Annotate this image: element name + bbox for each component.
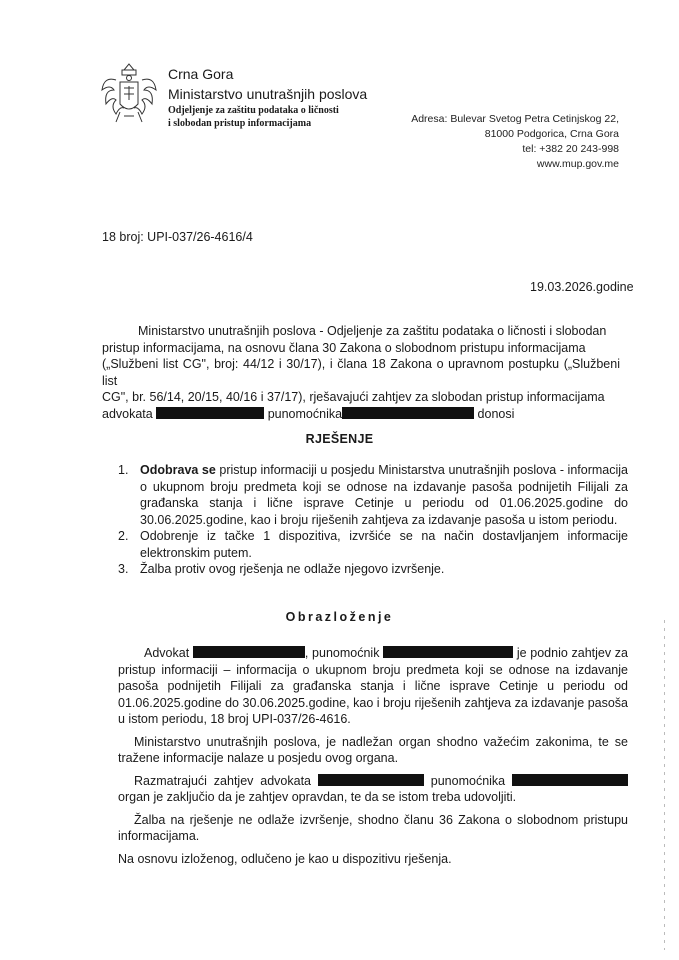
reference-number: 18 broj: UPI-037/26-4616/4 bbox=[102, 230, 253, 244]
redaction-bar bbox=[193, 646, 305, 658]
intro-line: CG", br. 56/14, 20/15, 40/16 i 37/17), rješavajući zahtjev za slobodan pristup informacijama bbox=[102, 390, 605, 404]
p1-advokat: Advokat bbox=[144, 646, 190, 660]
dispositive-item bbox=[118, 528, 628, 561]
p1-punomocnik: , punomoćnik bbox=[304, 646, 380, 660]
item-text: Žalba protiv ovog rješenja ne odlaže njegovo izvršenje. bbox=[140, 562, 445, 576]
p3-advokata: Razmatrajući zahtjev advokata bbox=[134, 773, 312, 788]
dispositive-item bbox=[118, 561, 628, 578]
address-street: Adresa: Bulevar Svetog Petra Cetinjskog 22, bbox=[411, 113, 619, 125]
redaction-bar bbox=[512, 774, 628, 786]
item-number: 3. bbox=[118, 562, 129, 576]
department-line-2: i slobodan pristup informacijama bbox=[168, 118, 312, 129]
item-number: 1. bbox=[118, 463, 129, 477]
address-block bbox=[411, 112, 619, 172]
coat-of-arms-icon bbox=[98, 60, 160, 128]
address-phone: tel: +382 20 243-998 bbox=[522, 143, 619, 155]
dispositive-list bbox=[118, 462, 628, 578]
item-bold: Odobrava se bbox=[140, 463, 216, 477]
address-city: 81000 Podgorica, Crna Gora bbox=[484, 128, 619, 140]
explanation-paragraph: Na osnovu izloženog, odlučeno je kao u dispozitivu rješenja. bbox=[118, 851, 452, 866]
explanation-body bbox=[118, 645, 628, 873]
document-date: 19.03.2026.godine bbox=[530, 280, 634, 294]
intro-donosi: donosi bbox=[477, 406, 515, 421]
intro-punomocnika: punomoćnika bbox=[267, 406, 343, 421]
explanation-title: Obrazloženje bbox=[285, 610, 394, 624]
explanation-paragraph: Žalba na rješenje ne odlaže izvršenje, shodno članu 36 Zakona o slobodnom pristupu informacijama. bbox=[118, 812, 628, 843]
intro-line-redacted bbox=[102, 406, 620, 423]
intro-line: („Službeni list CG", broj: 44/12 i 30/17), i člana 18 Zakona o upravnom postupku („Službeni list bbox=[102, 357, 620, 388]
item-text: Odobrenje iz tačke 1 dispozitiva, izvršiće se na način dostavljanjem informacije elektronskim putem. bbox=[140, 529, 628, 560]
country-name: Crna Gora bbox=[168, 66, 234, 82]
p1-text: je podnio zahtjev za pristup informaciji – informacija o ukupnom broju predmeta koji se odnose na izdavanje pasoša podnijetih Filijali za građanska stanja i lične isprave Cetinje u periodu od 01.06.2025.godine do 30.06.2025.godine, kao i broju riješenih zahtjeva za izdavanje pasoša u istom periodu, 18 broj UPI-037/26-4616. bbox=[118, 646, 629, 726]
item-text: pristup informaciji u posjedu Ministarstva unutrašnjih poslova - informacija o ukupnom broju predmeta koji se odnose na izdavanje pasoša podnijetih Filijali za građanska stanja i lične isprave Cetinje u periodu od 01.06.2025.godine do 30.06.2025.godine, kao i broju riješenih zahtjeva za izdavanje pasoša u istom periodu. bbox=[140, 463, 628, 527]
dispositive-item bbox=[118, 462, 628, 528]
department-line-1: Odjeljenje za zaštitu podataka o ličnosti bbox=[168, 105, 339, 116]
explanation-paragraph bbox=[118, 773, 628, 806]
redaction-bar bbox=[156, 407, 264, 419]
address-website: www.mup.gov.me bbox=[536, 158, 619, 170]
intro-line: pristup informacijama, na osnovu člana 30 Zakona o slobodnom pristupu informacijama bbox=[102, 340, 586, 355]
decision-title: RJEŠENJE bbox=[305, 432, 374, 446]
scan-artifact-line bbox=[664, 620, 665, 950]
redaction-bar bbox=[383, 646, 513, 658]
explanation-paragraph bbox=[118, 645, 628, 728]
intro-line: Ministarstvo unutrašnjih poslova - Odjeljenje za zaštitu podataka o ličnosti i slobodan bbox=[138, 324, 607, 338]
intro-paragraph bbox=[102, 323, 620, 422]
p3-text: organ je zaključio da je zahtjev opravdan, te da se istom treba udovoljiti. bbox=[118, 790, 517, 804]
redaction-bar bbox=[342, 407, 474, 419]
explanation-paragraph: Ministarstvo unutrašnjih poslova, je nadležan organ shodno važećim zakonima, te se tražene informacije nalaze u posjedu ovog organa. bbox=[118, 734, 628, 765]
p3-punomocnika: punomoćnika bbox=[430, 773, 506, 788]
ministry-name: Ministarstvo unutrašnjih poslova bbox=[168, 86, 368, 102]
item-number: 2. bbox=[118, 529, 129, 543]
redaction-bar bbox=[318, 774, 424, 786]
intro-advokata: advokata bbox=[102, 406, 153, 421]
